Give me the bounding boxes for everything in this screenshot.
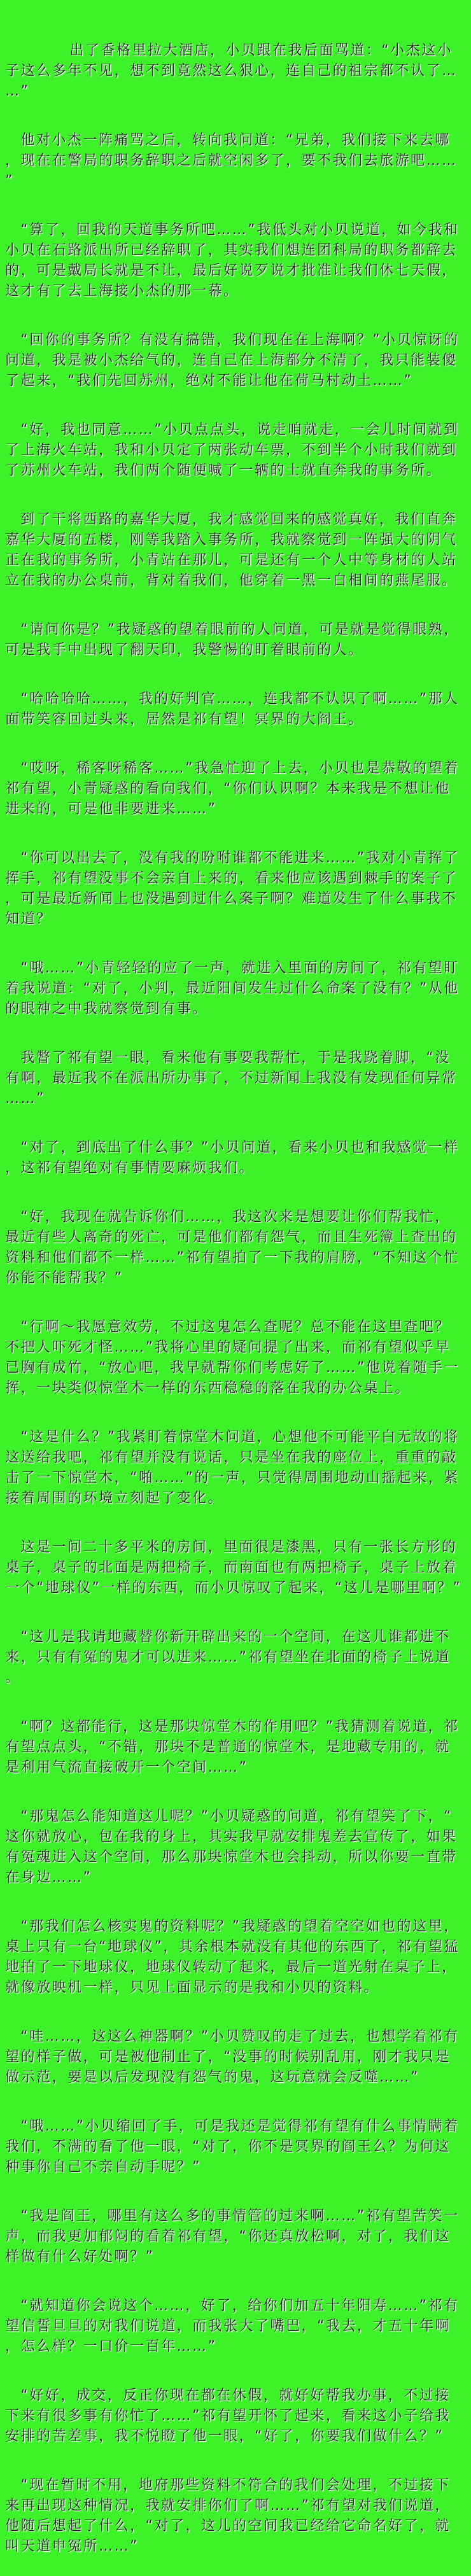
paragraph: 他对小杰一阵痛骂之后，转向我问道：“兄弟，我们接下来去哪，现在在警局的职务辞职之后就空闲多了，要不我们去旅游吧……” <box>5 132 458 189</box>
paragraph: 到了干将西路的嘉华大厦，我才感觉回来的感觉真好，我们直奔嘉华大厦的五楼，刚等我踏入事务所，我就察觉到一阵强大的阴气正在我的事务所，小青站在那儿，可是还有一个人中等身材的人站立在我的办公桌前，背对着我们，他穿着一黑一白相间的燕尾服。 <box>5 512 458 589</box>
paragraph: “你可以出去了，没有我的吩咐谁都不能进来……”我对小青挥了挥手，祁有望没事不会亲自上来的，看来他应该遇到棘手的案子了，可是最近新闻上也没遇到过什么案子啊？难道发生了什么事我不知道？ <box>5 850 460 927</box>
paragraph: “我是阎王，哪里有这么多的事情管的过来啊……”祁有望苦笑一声，而我更加郁闷的看着祁有望，“你还真放松啊，对了，我们这样做有什么好处啊？” <box>5 2208 460 2265</box>
paragraph: “回你的事务所？有没有搞错，我们现在在上海啊？”小贝惊讶的问道，我是被小杰给气的，连自己在上海都分不清了，我只能装傻了起来，“我们先回苏州，绝对不能让他在荷马村动土……” <box>5 332 460 389</box>
paragraph: “啊？这都能行，这是那块惊堂木的作用吧？”我猜测着说道，祁有望点点头，“不错，那块不是普通的惊堂木，是地藏专用的，就是利用气流直接破开一个空间……” <box>5 1719 460 1775</box>
paragraph: “那我们怎么核实鬼的资料呢？”我疑惑的望着空空如也的这里，桌上只有一台“地球仪”，其余根本就没有其他的东西了，祁有望猛地拍了一下地球仪，地球仪转动了起来，最后一道光射在桌子上，就像放映机一样，只见上面显示的是我和小贝的资料。 <box>5 1919 460 1996</box>
paragraph: “就知道你会说这个……，好了，给你们加五十年阳寿……”祁有望信誓旦旦的对我们说道，而我张大了嘴巴，“我去，才五十年啊，怎么样？一口价一百年……” <box>5 2298 460 2355</box>
paragraph: “请问你是？”我疑惑的望着眼前的人问道，可是就是觉得眼熟，可是我手中出现了翻天印，我警惕的盯着眼前的人。 <box>5 622 460 658</box>
paragraph: “这儿是我请地藏替你新开辟出来的一个空间，在这儿谁都进不来，只有有冤的鬼才可以进来……”祁有望坐在北面的椅子上说道。 <box>5 1629 451 1686</box>
paragraph: “对了，到底出了什么事？”小贝问道，看来小贝也和我感觉一样，这祁有望绝对有事情要麻烦我们。 <box>5 1140 460 1176</box>
paragraph: “这是什么？”我紧盯着惊堂木问道，心想他不可能平白无故的将这送给我吧，祁有望并没有说话，只是坐在我的座位上，重重的敲击了一下惊堂木，“啪……”的一声，只觉得周围地动山摇起来，紧接着周围的环境立刻起了变化。 <box>5 1429 460 1506</box>
paragraph: “哈哈哈哈……，我的好判官……，连我都不认识了啊……”那人面带笑容回过头来，居然是祁有望！冥界的大阎王。 <box>5 691 460 727</box>
paragraph: “好好，成交，反正你现在都在休假，就好好帮我办事，不过接下来有很多事有你忙了……”祁有望开怀了起来，看来这小子给我安排的苦差事，我不悦瞪了他一眼，“好了，你要我们做什么？” <box>5 2388 451 2444</box>
paragraph: “哦……”小贝缩回了手，可是我还是觉得祁有望有什么事情瞒着我们，不满的看了他一眼，“对了，你不是冥界的阎王么？为何这种事你自己不亲自动手呢？” <box>5 2118 460 2175</box>
paragraph: “行啊～我愿意效劳，不过这鬼怎么查呢？总不能在这里查吧？不把人吓死才怪……”我将心里的疑问提了出来，而祁有望似乎早已胸有成竹，“放心吧，我早就帮你们考虑好了……”他说着随手一挥，一块类似惊堂木一样的东西稳稳的落在我的办公桌上。 <box>5 1319 460 1396</box>
paragraph: “现在暂时不用，地府那些资料不符合的我们会处理，不过接下来再出现这种情况，我就安排你们了啊……”祁有望对我们说道，他随后想起了什么，“对了，这儿的空间我已经给它命名好了，就叫天道申冤所……” <box>5 2477 451 2554</box>
paragraph: 这是一间二十多平米的房间，里面很是漆黑，只有一张长方形的桌子，桌子的北面是两把椅子，而南面也有两把椅子，桌子上放着一个“地球仪”一样的东西，而小贝惊叹了起来，“这儿是哪里啊？” <box>5 1539 462 1596</box>
paragraph-list <box>5 41 466 2557</box>
paragraph: “好，我也同意……”小贝点点头，说走咱就走，一会儿时间就到了上海火车站，我和小贝定了两张动车票，不到半个小时我们就到了苏州火车站，我们两个随便喊了一辆的士就直奔我的事务所。 <box>5 422 460 479</box>
paragraph: “哇……，这这么神器啊？”小贝赞叹的走了过去，也想学着祁有望的样子做，可是被他制止了，“没事的时候别乱用，刚才我只是做示范，要是以后发现没有怨气的鬼，这玩意就会反噬……” <box>5 2029 460 2085</box>
paragraph: “那鬼怎么能知道这儿呢？”小贝疑惑的问道，祁有望笑了下，“这你就放心，包在我的身上，其实我早就安排鬼差去宣传了，如果有冤魂进入这个空间，那么那块惊堂木也会抖动，所以你要一直带在身边……” <box>5 1809 458 1886</box>
paragraph: 我瞥了祁有望一眼，看来他有事要我帮忙，于是我跷着脚，“没有啊，最近我不在派出所办事了，不过新闻上我没有发现任何异常……” <box>5 1050 458 1107</box>
paragraph: “哎呀，稀客呀稀客……”我急忙迎了上去，小贝也是恭敬的望着祁有望，小青疑惑的看向我们，“你们认识啊？本来我是不想让他进来的，可是他非要进来……” <box>5 760 460 817</box>
paragraph: “哦……”小青轻轻的应了一声，就进入里面的房间了，祁有望盯着我说道：“对了，小判，最近阳间发生过什么命案了没有？”从他的眼神之中我就察觉到有事。 <box>5 960 460 1017</box>
paragraph: “算了，回我的天道事务所吧……”我低头对小贝说道，如今我和小贝在石路派出所已经辞职了，其实我们想连团科局的职务都辞去的，可是戴局长就是不让，最后好说歹说才批准让我们休七天假，这才有了去上海接小杰的那一幕。 <box>5 222 460 299</box>
paragraph: 出了香格里拉大酒店，小贝跟在我后面骂道：“小杰这小子这么多年不见，想不到竟然这么狠心，连自己的祖宗都不认了……” <box>5 43 458 99</box>
paragraph: “好，我现在就告诉你们……，我这次来是想要让你们帮我忙，最近有些人离奇的死亡，可是他们都有怨气，而且生死簿上查出的资料和他们都不一样……”祁有望拍了一下我的肩膀，“不知这个忙你能不能帮我？” <box>5 1209 460 1286</box>
